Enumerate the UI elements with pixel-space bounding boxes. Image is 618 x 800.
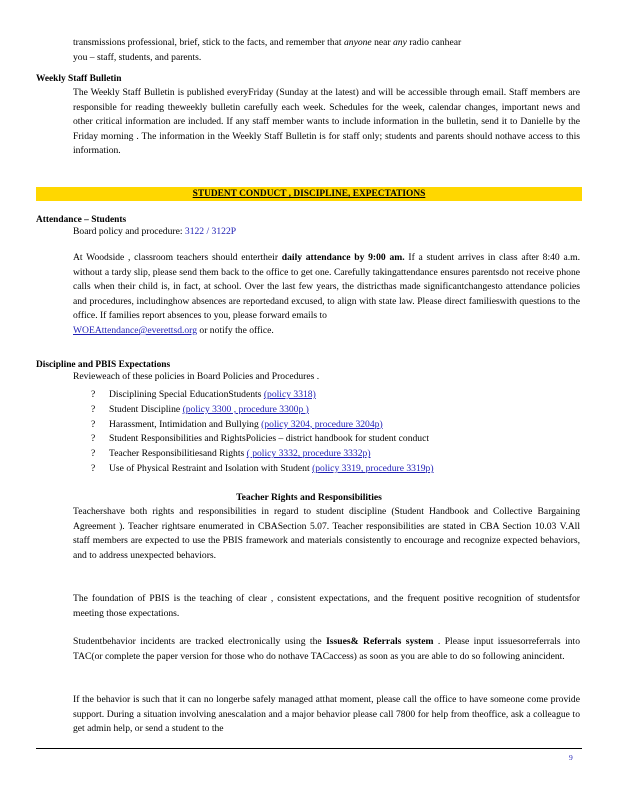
list-item — [91, 462, 591, 477]
policy-list — [91, 388, 591, 477]
discipline-intro: Revieweach of these policies in Board Policies and Procedures . — [73, 371, 320, 382]
attendance-text-end: or notify the office. — [197, 324, 274, 336]
bullet-icon: ? — [91, 403, 96, 415]
policy-item-link[interactable]: ( policy 3332, procedure 3332p) — [246, 448, 371, 460]
attendance-text-c: If a student arrives in class after 8:40 a.m. without a tardy slip, please send them back to the office to get one. Carefully takingattendance ensures parentsdo not receive phone calls when their child is, in fact, at school. Over the last few years, the districthas made significantchangesto attendance policies and procedures, includinghow absences are reportedand excused, to align with state law. Please direct familieswith questions to the office. If families report absences to you, please forward emails to — [73, 252, 580, 322]
referrals-text-c: . Please input issuesorreferrals into TAC(or complete the paper version for those who do nothave TACaccess) as soon as you are able to do so following anincident. — [73, 636, 580, 662]
teacher-rights-paragraph-4: If the behavior is such that it can no longerbe safely managed atthat moment, please call the office to have someone come provide support. During a situation involving anescalation and a major behavior please call 7800 for help from theoffice, ask a colleague to get admin help, or send a student to the — [73, 694, 580, 735]
section-banner-title: STUDENT CONDUCT , DISCIPLINE, EXPECTATIONS — [192, 189, 426, 199]
attendance-text-a: At Woodside , classroom teachers should entertheir — [73, 252, 282, 263]
intro-paragraph — [73, 36, 580, 65]
policy-link-3122[interactable]: 3122 / 3122P — [184, 226, 237, 237]
teacher-rights-heading: Teacher Rights and Responsibilities — [236, 492, 382, 503]
weekly-bulletin-text: The Weekly Staff Bulletin is published everyFriday (Sunday at the latest) and will be accessible through email. Staff members are responsible for reading theweekly bulletin carefully each week. Schedules for the week, calendar changes, important news and other critical information are included. If any staff member wants to include information in the bulletin, send it to Danielle by the Friday morning . The information in the Weekly Staff Bulletin is for staff only; students and parents should nothave access to this information. — [73, 87, 580, 157]
attendance-heading: Attendance – Students — [36, 215, 127, 225]
list-item — [91, 432, 591, 447]
intro-italic-any: any — [393, 37, 407, 48]
policy-item-text: Teacher Responsibilitiesand Rights — [109, 448, 245, 460]
list-item — [91, 447, 591, 462]
attendance-bold: daily attendance by 9:00 am. — [281, 252, 405, 263]
discipline-heading: Discipline and PBIS Expectations — [36, 360, 171, 370]
attendance-paragraph — [73, 251, 580, 339]
policy-item-link[interactable]: (policy 3318) — [263, 389, 316, 400]
intro-text-near: near — [371, 37, 393, 48]
section-banner — [36, 187, 582, 201]
intro-text-2: you – staff, students, and parents. — [73, 51, 202, 63]
policy-label: Board policy and procedure: — [73, 226, 183, 237]
intro-italic-anyone: anyone — [343, 37, 372, 48]
list-item — [91, 388, 591, 403]
bullet-icon: ? — [91, 433, 96, 445]
policy-item-text: Use of Physical Restraint and Isolation with Student — [109, 462, 310, 474]
teacher-rights-paragraph-1: Teachershave both rights and responsibilities in regard to student discipline (Student Handbook and Collective Bargaining Agreement ). Teacher rightsare enumerated in CBASection 5.07. Teacher responsibilities are stated in CBA Section 10.03 V.All staff members are expected to use the PBIS framework and materials consistently to encourage and recognize expected behaviors, and to address unexpected behaviors. — [73, 506, 580, 561]
policy-item-text: Harassment, Intimidation and Bullying — [109, 418, 259, 430]
weekly-bulletin-heading: Weekly Staff Bulletin — [36, 74, 122, 84]
bullet-icon: ? — [91, 448, 96, 460]
intro-text: transmissions professional, brief, stick to the facts, and remember that — [73, 37, 342, 48]
page-number: 9 — [569, 753, 573, 762]
teacher-rights-paragraph-3 — [73, 635, 580, 664]
bullet-icon: ? — [91, 418, 96, 430]
intro-text-end: radio canhear — [406, 37, 462, 48]
attendance-policy-line — [73, 225, 236, 240]
policy-item-link[interactable]: (policy 3204, procedure 3204p) — [261, 418, 383, 430]
bullet-icon: ? — [91, 389, 96, 400]
teacher-rights-paragraph-2: The foundation of PBIS is the teaching of clear , consistent expectations, and the frequent positive recognition of studentsfor meeting those expectations. — [73, 593, 580, 619]
list-item — [91, 418, 591, 433]
referrals-bold: Issues& Referrals system — [326, 636, 434, 647]
bullet-icon: ? — [91, 462, 96, 474]
footer-divider — [36, 748, 582, 749]
policy-item-link[interactable]: (policy 3300 , procedure 3300p ) — [182, 403, 309, 415]
referrals-text-a: Studentbehavior incidents are tracked electronically using the — [73, 636, 327, 647]
policy-item-link[interactable]: (policy 3319, procedure 3319p) — [312, 462, 434, 474]
policy-item-text: Disciplining Special EducationStudents — [109, 389, 262, 400]
list-item — [91, 403, 591, 418]
policy-item-text: Student Responsibilities and RightsPolicies – district handbook for student conduct — [109, 433, 430, 445]
attendance-email-link[interactable]: WOEAttendance@everettsd.org — [73, 324, 198, 336]
policy-item-text: Student Discipline — [109, 403, 181, 415]
